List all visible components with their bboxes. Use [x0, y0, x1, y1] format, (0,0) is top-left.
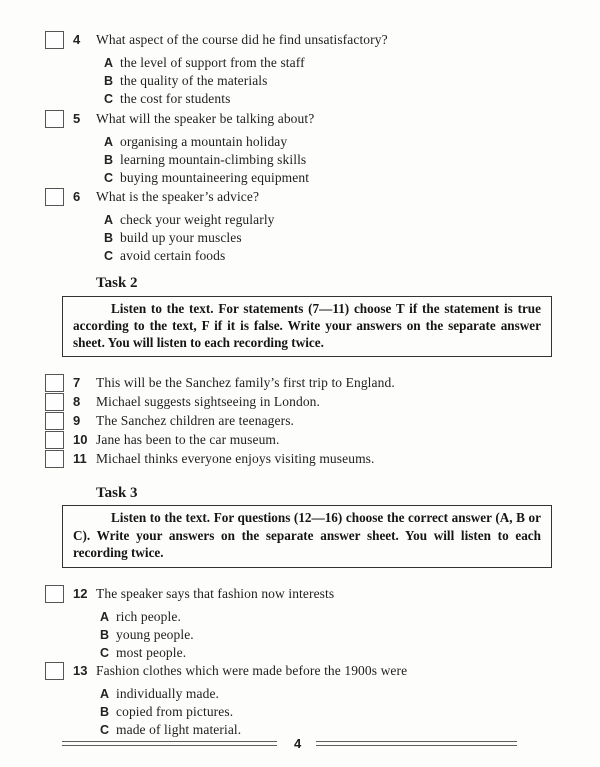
statement-row-11 — [0, 449, 600, 468]
answer-checkbox-q6[interactable] — [45, 188, 64, 206]
question-number: 6 — [73, 189, 81, 204]
question-number: 5 — [73, 111, 81, 126]
statement-text: This will be the Sanchez family’s first trip to England. — [96, 375, 395, 390]
option-letter: B — [104, 74, 114, 88]
question-text: The speaker says that fashion now interests — [96, 586, 335, 601]
statement-row-8 — [0, 392, 600, 411]
statement-text: The Sanchez children are teenagers. — [96, 413, 295, 428]
statement-number: 10 — [73, 432, 88, 447]
answer-checkbox-q7[interactable] — [45, 374, 64, 392]
option-letter: A — [100, 687, 110, 701]
option-text: buying mountaineering equipment — [120, 170, 310, 185]
option-text: most people. — [116, 645, 187, 660]
option-letter: A — [104, 56, 114, 70]
option-row — [104, 247, 600, 265]
option-row — [104, 211, 600, 229]
answer-checkbox-q10[interactable] — [45, 431, 64, 449]
task2-title: Task 2 — [96, 275, 138, 291]
option-row — [104, 54, 600, 72]
option-text: the cost for students — [120, 91, 231, 106]
question-text: What is the speaker’s advice? — [96, 189, 260, 204]
statement-text: Michael thinks everyone enjoys visiting museums. — [96, 451, 375, 466]
statement-row-10 — [0, 430, 600, 449]
statements-list — [0, 373, 600, 468]
option-letter: C — [104, 171, 114, 185]
option-row — [104, 90, 600, 108]
option-row — [104, 72, 600, 90]
answer-checkbox-q12[interactable] — [45, 585, 64, 603]
question-number: 13 — [73, 663, 88, 678]
statement-number: 7 — [73, 375, 81, 390]
option-letter: B — [104, 153, 114, 167]
answer-checkbox-q11[interactable] — [45, 450, 64, 468]
option-text: made of light material. — [116, 722, 242, 737]
answer-checkbox-q9[interactable] — [45, 412, 64, 430]
statement-row-7 — [0, 373, 600, 392]
option-text: learning mountain-climbing skills — [120, 152, 307, 167]
task3-instructions-box — [62, 505, 552, 568]
question-block-13 — [0, 661, 600, 739]
option-letter: C — [100, 646, 110, 660]
question-number: 4 — [73, 32, 81, 47]
option-text: build up your muscles — [120, 230, 242, 245]
option-letter: C — [104, 92, 114, 106]
option-letter: B — [100, 705, 110, 719]
statement-number: 8 — [73, 394, 81, 409]
option-row — [100, 608, 600, 626]
answer-checkbox-q8[interactable] — [45, 393, 64, 411]
page-footer — [62, 737, 517, 750]
footer-rule-left — [62, 741, 277, 746]
option-letter: B — [100, 628, 110, 642]
statement-row-9 — [0, 411, 600, 430]
option-letter: C — [100, 723, 110, 737]
option-text: organising a mountain holiday — [120, 134, 288, 149]
option-row — [100, 644, 600, 662]
question-text: Fashion clothes which were made before the 1900s were — [96, 663, 408, 678]
statement-text: Jane has been to the car museum. — [96, 432, 280, 447]
statement-number: 9 — [73, 413, 81, 428]
question-block-4 — [0, 30, 600, 108]
option-row — [104, 133, 600, 151]
option-text: rich people. — [116, 609, 181, 624]
question-block-6 — [0, 187, 600, 265]
option-letter: A — [104, 213, 114, 227]
option-row — [100, 703, 600, 721]
question-number: 12 — [73, 586, 88, 601]
option-row — [100, 685, 600, 703]
task2-instructions-box — [62, 296, 552, 357]
question-block-12 — [0, 584, 600, 662]
task3-instructions: Listen to the text. For questions (12—16) choose the correct answer (A, B or C). Write your answers on the separate answer sheet. You will listen to each recording twice. — [73, 510, 541, 560]
option-text: check your weight regularly — [120, 212, 275, 227]
task2-instructions: Listen to the text. For statements (7—11) choose T if the statement is true according to the text, F if it is false. Write your answers on the separate answer sheet. You will listen to each recording twice. — [73, 301, 541, 350]
option-row — [104, 151, 600, 169]
option-text: the quality of the materials — [120, 73, 268, 88]
option-letter: C — [104, 249, 114, 263]
statement-text: Michael suggests sightseeing in London. — [96, 394, 320, 409]
option-row — [100, 626, 600, 644]
option-letter: B — [104, 231, 114, 245]
answer-checkbox-q4[interactable] — [45, 31, 64, 49]
question-text: What aspect of the course did he find unsatisfactory? — [96, 32, 388, 47]
option-text: copied from pictures. — [116, 704, 234, 719]
option-row — [104, 169, 600, 187]
option-text: the level of support from the staff — [120, 55, 305, 70]
option-letter: A — [104, 135, 114, 149]
option-text: individually made. — [116, 686, 220, 701]
option-text: young people. — [116, 627, 194, 642]
question-text: What will the speaker be talking about? — [96, 111, 315, 126]
option-letter: A — [100, 610, 110, 624]
option-row — [104, 229, 600, 247]
footer-rule-right — [316, 741, 517, 746]
statement-number: 11 — [73, 451, 87, 466]
page-number: 4 — [294, 736, 302, 751]
answer-checkbox-q5[interactable] — [45, 110, 64, 128]
question-block-5 — [0, 109, 600, 187]
answer-checkbox-q13[interactable] — [45, 662, 64, 680]
option-text: avoid certain foods — [120, 248, 226, 263]
task3-title: Task 3 — [96, 485, 138, 501]
